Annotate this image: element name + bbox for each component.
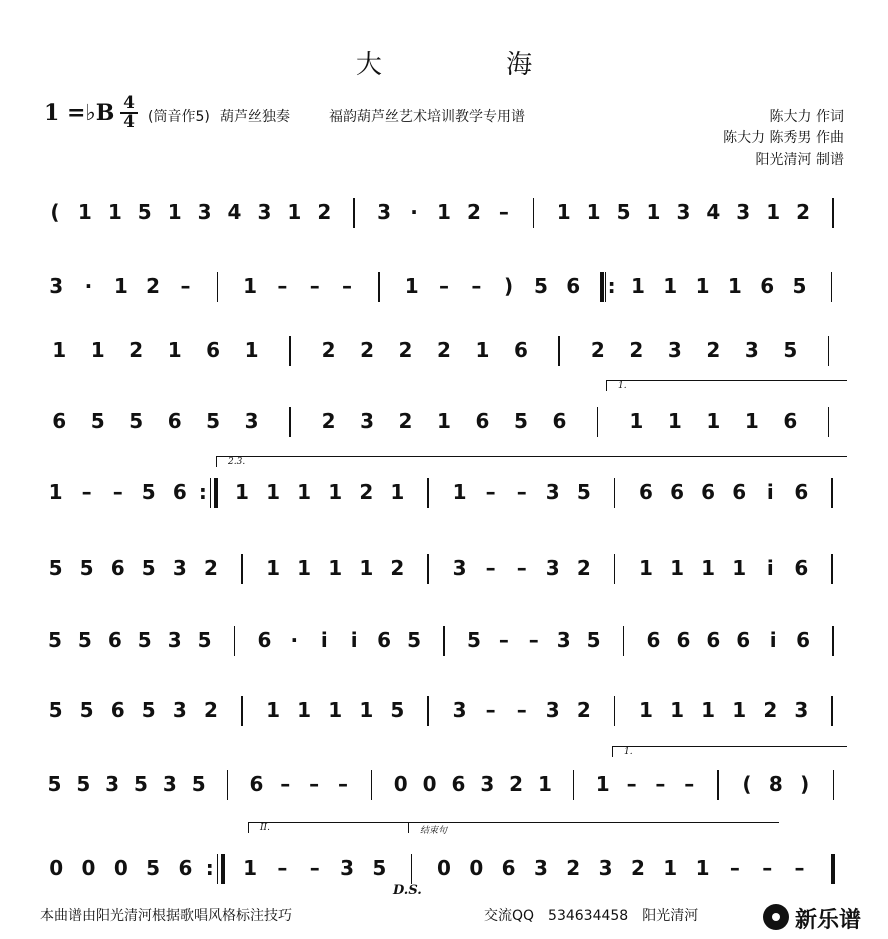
note: 6	[501, 856, 516, 880]
note: 6	[783, 409, 798, 433]
barline	[427, 554, 429, 584]
note: 1	[646, 200, 661, 224]
note: –	[516, 698, 527, 722]
meter-bottom: 4	[123, 112, 135, 132]
repeat-barline	[600, 272, 604, 302]
barline	[289, 407, 291, 437]
note: –	[684, 772, 695, 796]
note: )	[800, 772, 810, 796]
note: 1	[328, 698, 343, 722]
note: 2	[466, 200, 481, 224]
note: 5	[197, 628, 212, 652]
note: 3	[667, 338, 682, 362]
repeat-dots: :	[607, 274, 616, 298]
note: 5	[129, 409, 144, 433]
note: (	[742, 772, 752, 796]
note: 2	[437, 338, 451, 362]
note: –	[280, 772, 291, 796]
volta-label: 1.	[618, 381, 627, 391]
note: 1	[167, 338, 182, 362]
note: 1	[167, 200, 182, 224]
barline	[831, 854, 835, 884]
note: 0	[437, 856, 451, 880]
barline	[833, 770, 835, 800]
note: 3	[480, 772, 495, 796]
volta-label: 1.	[624, 747, 633, 757]
note: 5	[137, 200, 152, 224]
barline	[411, 854, 413, 884]
note: 1	[670, 556, 685, 580]
note: 1	[113, 274, 128, 298]
note: –	[794, 856, 805, 880]
note: 6	[178, 856, 193, 880]
note: 2	[630, 856, 645, 880]
note: 4	[706, 200, 721, 224]
note: 1	[663, 274, 678, 298]
note: 1	[595, 772, 610, 796]
volta-bracket	[408, 822, 779, 833]
barline	[289, 336, 291, 366]
note: 2	[706, 338, 721, 362]
note: 1	[243, 274, 258, 298]
note: 6	[52, 409, 67, 433]
note: 1	[663, 856, 678, 880]
note: 2	[321, 338, 336, 362]
note: 3	[257, 200, 272, 224]
note: 6	[760, 274, 775, 298]
note: 6	[701, 480, 716, 504]
barline	[597, 407, 599, 437]
note: 6	[676, 628, 691, 652]
note: 2	[321, 409, 336, 433]
note: –	[439, 274, 449, 298]
barline	[353, 198, 355, 228]
notation-row	[0, 322, 888, 378]
barline	[227, 770, 229, 800]
note: –	[626, 772, 637, 796]
note: 5	[47, 628, 62, 652]
note: 1	[639, 698, 653, 722]
note: 2	[509, 772, 524, 796]
notation-row	[0, 756, 888, 812]
note: 6	[706, 628, 721, 652]
note: 6	[639, 480, 653, 504]
note: –	[762, 856, 773, 880]
note: –	[309, 856, 320, 880]
note: 2	[576, 556, 591, 580]
note: 5	[47, 772, 62, 796]
note: 2	[629, 338, 644, 362]
note: 6	[646, 628, 661, 652]
note: 0	[81, 856, 96, 880]
note: 2	[203, 556, 218, 580]
footer-contact: 交流QQ 534634458 阳光清河	[484, 908, 699, 924]
note: 1	[744, 409, 759, 433]
note: 2	[129, 338, 144, 362]
note: 5	[141, 698, 156, 722]
volta-bracket	[248, 822, 409, 833]
volta-bracket	[606, 380, 847, 391]
note: 1	[630, 274, 645, 298]
note: 1	[107, 200, 122, 224]
barline	[217, 272, 219, 302]
note: i	[766, 556, 774, 580]
note: 5	[513, 409, 528, 433]
note: 2	[398, 409, 413, 433]
note: 3	[556, 628, 571, 652]
barline	[832, 198, 834, 228]
note: 3	[167, 628, 182, 652]
note: 3	[49, 274, 64, 298]
note: 1	[556, 200, 571, 224]
note: 1	[452, 480, 467, 504]
note: 3	[105, 772, 120, 796]
note: 0	[113, 856, 128, 880]
note: 3	[545, 556, 560, 580]
volta-label: 结束句	[420, 826, 448, 836]
barline	[831, 478, 833, 508]
volta-label: 2.3.	[228, 457, 246, 467]
note: 3	[598, 856, 613, 880]
note: –	[655, 772, 666, 796]
note: 1	[359, 556, 374, 580]
note: 3	[360, 409, 374, 433]
note: 1	[437, 409, 451, 433]
note: 3	[172, 698, 187, 722]
note: (	[50, 200, 60, 224]
note: 5	[146, 856, 161, 880]
note: 0	[469, 856, 484, 880]
note: 6	[475, 409, 490, 433]
note: 6	[566, 274, 581, 298]
barline	[371, 770, 373, 800]
barline	[831, 554, 833, 584]
note: 6	[110, 698, 125, 722]
note: –	[485, 556, 496, 580]
note: –	[729, 856, 740, 880]
note: 1	[90, 338, 105, 362]
note: ·	[410, 200, 418, 224]
note: 3	[452, 556, 467, 580]
note: 1	[706, 409, 721, 433]
note: 6	[172, 480, 187, 504]
barline	[623, 626, 625, 656]
note: 5	[191, 772, 206, 796]
note: –	[516, 556, 527, 580]
ds-marking: D.S.	[393, 883, 422, 898]
note: 6	[670, 480, 685, 504]
note: 0	[393, 772, 408, 796]
note: –	[338, 772, 348, 796]
barline	[614, 554, 616, 584]
barline	[573, 770, 575, 800]
repeat-dots: :	[198, 480, 207, 504]
note: 6	[552, 409, 567, 433]
note: 5	[134, 772, 148, 796]
note: 3	[736, 200, 751, 224]
barline	[443, 626, 445, 656]
note: 5	[407, 628, 422, 652]
barline	[558, 336, 560, 366]
note: –	[309, 274, 320, 298]
note: 1	[766, 200, 781, 224]
note: 3	[162, 772, 177, 796]
note: 5	[48, 698, 63, 722]
notation-row	[0, 612, 888, 668]
note: 5	[390, 698, 405, 722]
note: 1	[266, 480, 281, 504]
barline	[241, 554, 243, 584]
note: –	[309, 772, 320, 796]
note: –	[277, 274, 288, 298]
notation-row	[0, 540, 888, 596]
barline	[217, 854, 219, 884]
note: i	[320, 628, 328, 652]
note: 3	[172, 556, 187, 580]
note: 1	[297, 556, 312, 580]
note: 1	[359, 698, 374, 722]
volta-label: II.	[260, 823, 270, 833]
volta-bracket	[612, 746, 847, 757]
note: 2	[203, 698, 218, 722]
note: –	[516, 480, 527, 504]
note: 6	[257, 628, 272, 652]
note: –	[485, 480, 496, 504]
note: 6	[732, 480, 747, 504]
note: 5	[79, 698, 94, 722]
note: 1	[244, 338, 259, 362]
note: 1	[266, 556, 281, 580]
note: i	[769, 628, 777, 652]
note: 6	[249, 772, 264, 796]
note: 3	[794, 698, 809, 722]
note: 5	[90, 409, 105, 433]
notation-row	[0, 682, 888, 738]
note: 5	[76, 772, 91, 796]
note: 5	[576, 480, 591, 504]
note: 1	[77, 200, 92, 224]
note: )	[504, 274, 514, 298]
note: 3	[197, 200, 212, 224]
footer-note: 本曲谱由阳光清河根据歌唱风格标注技巧	[40, 908, 292, 924]
school-label: 福韵葫芦丝艺术培训教学专用谱	[329, 109, 525, 125]
note: 8	[768, 772, 783, 796]
note: i	[350, 628, 358, 652]
logo-text: 新乐谱	[795, 908, 862, 933]
note: 1	[586, 200, 601, 224]
note: 1	[701, 698, 716, 722]
time-signature	[118, 93, 140, 132]
note: 1	[629, 409, 644, 433]
fingering-note: (筒音作5)	[148, 109, 210, 125]
barline	[828, 336, 830, 366]
barline	[234, 626, 236, 656]
note: –	[342, 274, 353, 298]
note: 3	[545, 698, 560, 722]
note: 3	[377, 200, 392, 224]
note: 1	[390, 480, 405, 504]
score-title: 大 海	[355, 50, 591, 80]
note: 2	[146, 274, 161, 298]
note: –	[498, 200, 509, 224]
note: 5	[141, 556, 156, 580]
note: 5	[79, 556, 94, 580]
note: 3	[744, 338, 759, 362]
logo-icon	[763, 904, 789, 930]
barline	[614, 478, 616, 508]
note: 2	[360, 338, 374, 362]
volta-bracket	[216, 456, 847, 467]
note: 6	[110, 556, 125, 580]
note: 6	[377, 628, 392, 652]
notation-row	[0, 840, 888, 896]
note: 1	[297, 480, 312, 504]
barline	[378, 272, 380, 302]
notation-row	[0, 258, 888, 314]
note: 5	[783, 338, 798, 362]
note: 2	[390, 556, 405, 580]
note: 5	[372, 856, 387, 880]
note: 6	[167, 409, 182, 433]
note: 5	[466, 628, 481, 652]
note: 2	[359, 480, 374, 504]
repeat-barline	[214, 478, 218, 508]
note: 1	[475, 338, 490, 362]
note: 0	[422, 772, 437, 796]
note: 1	[243, 856, 258, 880]
note: 1	[732, 698, 747, 722]
credit-lyrics: 陈大力 作词	[769, 109, 844, 125]
note: 6	[736, 628, 751, 652]
repeat-barline	[221, 854, 225, 884]
notation-row	[0, 464, 888, 520]
note: 5	[533, 274, 548, 298]
note: 5	[792, 274, 807, 298]
barline	[831, 272, 833, 302]
note: –	[528, 628, 539, 652]
note: –	[471, 274, 482, 298]
note: –	[81, 480, 92, 504]
credit-music: 陈大力 陈秀男 作曲	[723, 130, 844, 146]
note: 2	[763, 698, 778, 722]
notation-row	[0, 184, 888, 240]
note: 3	[533, 856, 548, 880]
notation-row	[0, 393, 888, 449]
note: 1	[328, 556, 343, 580]
note: –	[180, 274, 191, 298]
note: 1	[667, 409, 682, 433]
note: 6	[796, 628, 811, 652]
note: 1	[266, 698, 281, 722]
note: –	[277, 856, 288, 880]
note: 0	[49, 856, 64, 880]
credit-score: 阳光清河 制谱	[755, 152, 844, 168]
note: 5	[137, 628, 152, 652]
note: ·	[84, 274, 93, 298]
note: 5	[77, 628, 92, 652]
barline	[427, 478, 429, 508]
note: –	[112, 480, 123, 504]
note: 3	[676, 200, 691, 224]
note: –	[498, 628, 509, 652]
barline	[614, 696, 616, 726]
repeat-dots: :	[205, 856, 214, 880]
note: 2	[796, 200, 811, 224]
note: 1	[670, 698, 685, 722]
note: 1	[727, 274, 742, 298]
note: 1	[437, 200, 451, 224]
note: 5	[48, 556, 63, 580]
note: 1	[695, 274, 710, 298]
note: 3	[244, 409, 259, 433]
note: 3	[545, 480, 560, 504]
instrument-label: 葫芦丝独奏	[220, 109, 290, 125]
note: ·	[290, 628, 299, 652]
barline	[533, 198, 535, 228]
note: 1	[695, 856, 710, 880]
barline	[828, 407, 830, 437]
note: 1	[639, 556, 653, 580]
note: 6	[513, 338, 528, 362]
barline	[717, 770, 719, 800]
note: 6	[794, 556, 809, 580]
note: 5	[616, 200, 631, 224]
note: 1	[732, 556, 747, 580]
note: 1	[287, 200, 302, 224]
barline	[241, 696, 243, 726]
note: 1	[328, 480, 343, 504]
note: 1	[235, 480, 249, 504]
note: 1	[701, 556, 716, 580]
meter-top: 4	[123, 93, 135, 113]
note: 5	[141, 480, 156, 504]
note: 2	[590, 338, 605, 362]
note: 1	[52, 338, 67, 362]
barline	[605, 272, 607, 302]
note: –	[485, 698, 496, 722]
note: 1	[297, 698, 312, 722]
note: 4	[227, 200, 242, 224]
note: 3	[452, 698, 467, 722]
note: 2	[576, 698, 591, 722]
note: 3	[340, 856, 354, 880]
note: 2	[317, 200, 332, 224]
note: 5	[586, 628, 601, 652]
note: 2	[398, 338, 413, 362]
note: 6	[794, 480, 809, 504]
key-signature: 1 =♭B	[44, 100, 115, 126]
note: 6	[206, 338, 221, 362]
barline	[210, 478, 212, 508]
note: 1	[538, 772, 552, 796]
barline	[831, 696, 833, 726]
note: 5	[206, 409, 221, 433]
note: 6	[451, 772, 466, 796]
barline	[832, 626, 834, 656]
note: 2	[566, 856, 581, 880]
barline	[427, 696, 429, 726]
note: 1	[404, 274, 419, 298]
note: i	[766, 480, 774, 504]
note: 6	[107, 628, 122, 652]
note: 1	[48, 480, 63, 504]
